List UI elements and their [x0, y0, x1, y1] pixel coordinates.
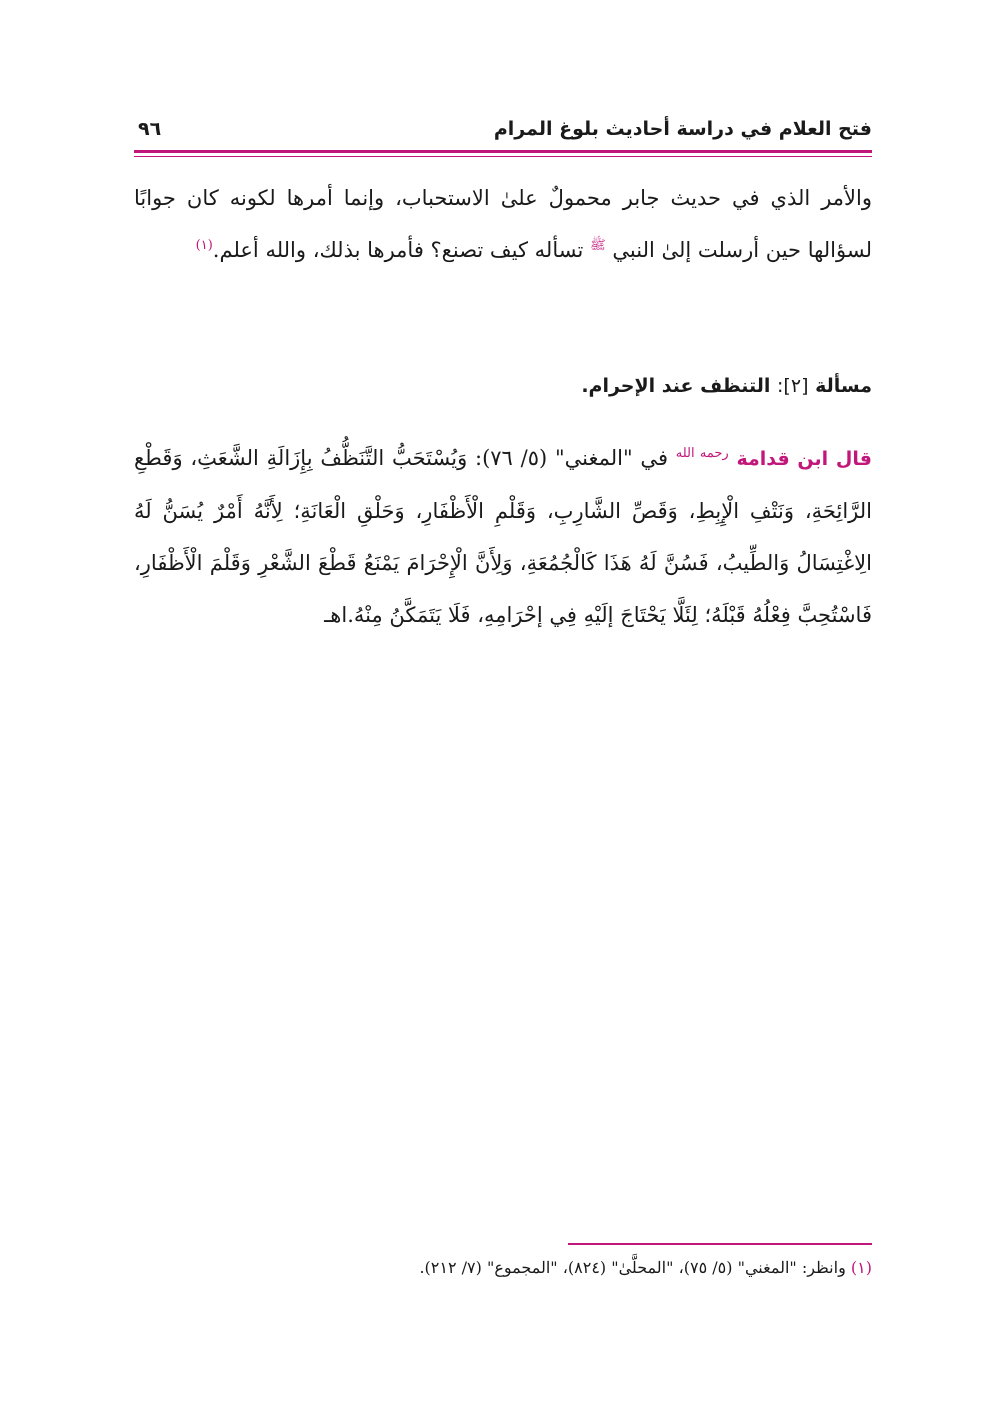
- paragraph-text-cont: تسأله كيف تصنع؟ فأمرها بذلك، والله أعلم.: [212, 238, 584, 262]
- issue-label: مسألة: [815, 375, 872, 397]
- quote-text: في "المغني" (٥/ ٧٦): وَيُسْتَحَبُّ التَّنَظُّفُ بِإِزَالَةِ الشَّعَثِ، وَقَطْعِ الرَّائِحَةِ، وَنَتْفِ الْإِبِطِ، وَقَصِّ الشَّارِبِ، وَقَلْمِ الْأَظْفَارِ، وَحَلْقِ الْعَانَةِ؛ لِأَنَّهُ أَمْرٌ يُسَنُّ لَهُ الِاغْتِسَالُ وَالطِّيبُ، فَسُنَّ لَهُ هَذَا كَالْجُمُعَةِ، وَلِأَنَّ الْإِحْرَامَ يَمْنَعُ قَطْعَ الشَّعْرِ وَقَلْمَ الْأَظْفَارِ، فَاسْتُحِبَّ فِعْلُهُ قَبْلَهُ؛ لِئَلَّا يَحْتَاجَ إلَيْهِ فِي إحْرَامِهِ، فَلَا يَتَمَكَّنُ مِنْهُ.اهـ: [134, 446, 872, 627]
- quote-author: قال ابن قدامة: [736, 448, 872, 470]
- footnote-separator: [568, 1243, 872, 1245]
- footnote-number: (١): [850, 1258, 872, 1277]
- running-header: [134, 110, 872, 148]
- header-rule-thin: [134, 156, 872, 157]
- footnote: [419, 1258, 872, 1277]
- issue-number: [٢]:: [777, 375, 809, 397]
- book-page: [134, 110, 872, 1330]
- main-paragraph: [134, 172, 872, 276]
- quote-paragraph: [134, 432, 872, 641]
- book-title: فتح العلام في دراسة أحاديث بلوغ المرام: [493, 118, 872, 140]
- footnote-reference[interactable]: (١): [195, 238, 213, 253]
- header-rule: [134, 150, 872, 153]
- author-honorific: رحمه الله: [675, 446, 729, 461]
- issue-heading: [134, 375, 872, 397]
- page-number: ٩٦: [138, 118, 162, 140]
- issue-title: التنظف عند الإحرام.: [581, 375, 771, 397]
- footnote-text: وانظر: "المغني" (٥/ ٧٥)، "المحلَّىٰ" (٨٢٤)، "المجموع" (٧/ ٢١٢).: [419, 1258, 846, 1277]
- paragraph-text: والأمر الذي في حديث جابر محمولٌ علىٰ الاستحباب، وإنما أمرها لكونه كان جوابًا لسؤالها حين أرسلت إلىٰ النبي: [134, 186, 872, 262]
- honorific-glyph: ﷺ: [590, 238, 606, 253]
